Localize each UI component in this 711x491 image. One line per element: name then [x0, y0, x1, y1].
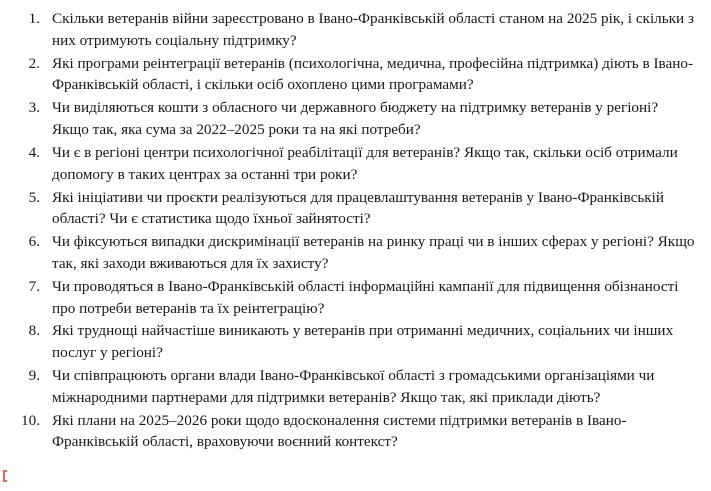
list-item-number: 1. [28, 10, 40, 27]
list-item-text: Чи є в регіоні центри психологічної реабілітації для ветеранів? Якщо так, скільки осіб отримали допомогу в таких центрах за останні три роки? [52, 143, 678, 183]
question-list [10, 8, 697, 453]
list-item-number: 2. [28, 54, 40, 72]
list-item-text: Чи проводяться в Івано-Франківській області інформаційні кампанії для підвищення обізнаності про потреби ветеранів та їх реінтеграцію? [52, 277, 679, 317]
list-item-number: 7. [28, 277, 40, 295]
list-item-text: Чи співпрацюють органи влади Івано-Франківської області з громадськими організаціями чи міжнародними партнерами для підтримки ветеранів? Якщо так, які приклади діють? [52, 367, 655, 406]
list-item-number: 9. [28, 367, 40, 384]
list-item [10, 410, 697, 454]
list-item-number: 10. [21, 411, 40, 429]
list-item-text: Які ініціативи чи проєкти реалізуються для працевлаштування ветеранів у Івано-Франківській області? Чи є статистика щодо їхньої зайнятості? [52, 188, 664, 228]
list-item-number: 5. [28, 188, 40, 206]
list-item-number: 3. [28, 99, 40, 117]
list-item-number: 4. [28, 143, 40, 161]
list-item-text: Чи виділяються кошти з обласного чи державного бюджету на підтримку ветеранів у регіоні? Якщо так, яка сума за 2022–2025 роки та на які потреби? [52, 99, 659, 139]
list-item-number: 8. [28, 322, 40, 340]
list-item [10, 365, 697, 409]
list-item-number: 6. [28, 233, 40, 251]
list-item [10, 142, 697, 186]
list-item-text: Скільки ветеранів війни зареєстровано в Івано-Франківській області станом на 2025 рік, і скільки з них отримують соціальну підтримку? [52, 10, 694, 49]
list-item [10, 320, 697, 364]
list-item [10, 8, 697, 52]
list-item-text: Чи фіксуються випадки дискримінації ветеранів на ринку праці чи в інших сферах у регіоні? Якщо так, які заходи вживаються для їх захисту? [52, 233, 695, 272]
text-selection-marker [3, 470, 7, 482]
list-item-text: Які плани на 2025–2026 роки щодо вдосконалення системи підтримки ветеранів в Івано-Франківській області, враховуючи воєнний контекст? [52, 411, 627, 451]
list-item-text: Які програми реінтеграції ветеранів (психологічна, медична, професійна підтримка) діють в Івано-Франківській області, і скільки осіб охоплено цими програмами? [52, 54, 694, 94]
list-item [10, 53, 697, 97]
list-item [10, 187, 697, 231]
list-item-text: Які труднощі найчастіше виникають у ветеранів при отриманні медичних, соціальних чи інших послуг у регіоні? [52, 322, 674, 362]
list-item [10, 231, 697, 275]
list-item [10, 97, 697, 141]
list-item [10, 276, 697, 320]
